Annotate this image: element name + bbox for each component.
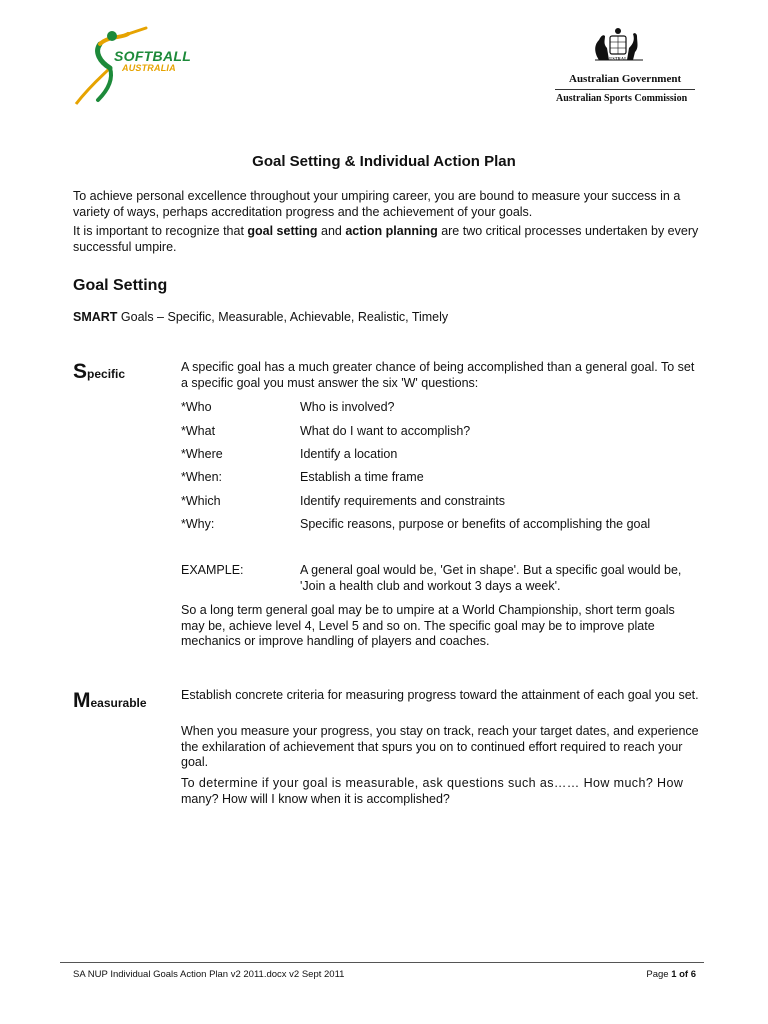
smart-label: SMART <box>73 310 118 324</box>
w-question-row <box>181 470 424 484</box>
measurable-term <box>73 689 147 713</box>
w-question-row <box>181 400 395 414</box>
intro-paragraph-1: To achieve personal excellence throughout your umpiring career, you are bound to measure your success in a variety of ways, perhaps accreditation progress and the achievement of your goals. <box>73 189 681 219</box>
w-question-value: Identify a location <box>300 447 398 461</box>
intro-text: It is important to recognize that <box>73 224 248 238</box>
w-question-value: Establish a time frame <box>300 470 424 484</box>
gov-agency: Australian Sports Commission <box>556 93 688 104</box>
measurable-paragraph-3-line-1: To determine if your goal is measurable, ask questions such as…… How much? How <box>181 776 684 790</box>
w-question-row <box>181 424 470 438</box>
footer-divider <box>60 962 704 963</box>
measurable-paragraph-2: When you measure your progress, you stay on track, reach your target dates, and experience the exhilaration of achievement that spurs you on to continued effort required to reach your goal. <box>181 724 699 769</box>
australian-government-logo <box>555 26 700 108</box>
w-question-row <box>181 447 397 461</box>
example-text: A general goal would be, 'Get in shape'. But a specific goal would be, 'Join a health club and workout 3 days a week'. <box>300 563 682 593</box>
section-heading: Goal Setting <box>73 277 168 294</box>
w-question-key: *Which <box>181 494 221 508</box>
measurable-paragraph-3-line-2: many? How will I know when it is accomplished? <box>181 792 450 806</box>
smart-description: Goals – Specific, Measurable, Achievable, Realistic, Timely <box>117 310 449 324</box>
w-question-row <box>181 494 505 508</box>
measurable-big-letter: M <box>73 689 91 712</box>
footer-document-name: SA NUP Individual Goals Action Plan v2 2011.docx v2 Sept 2011 <box>73 969 345 980</box>
w-question-key: *Why: <box>181 517 215 531</box>
softball-australia-logo <box>70 26 210 108</box>
w-question-key: *Where <box>181 447 223 461</box>
w-question-value: What do I want to accomplish? <box>300 424 471 438</box>
intro-paragraph-2 <box>73 224 699 255</box>
example-label: EXAMPLE: <box>181 563 244 577</box>
page-count: 1 of 6 <box>671 969 696 980</box>
crest-label: AUSTRALIA <box>606 56 633 61</box>
page-prefix: Page <box>646 969 672 980</box>
intro-text: and <box>317 224 346 238</box>
logo-text-softball: SOFTBALL <box>114 48 192 64</box>
specific-term <box>73 360 125 384</box>
specific-term-rest: pecific <box>87 367 126 381</box>
intro-text: are two critical processes undertaken by every successful umpire. <box>73 224 699 254</box>
footer-page-number <box>560 969 696 980</box>
intro-bold-action-planning: action planning <box>345 224 438 238</box>
measurable-term-rest: easurable <box>90 696 147 710</box>
w-question-key: *Who <box>181 400 212 414</box>
measurable-paragraph-1: Establish concrete criteria for measuring progress toward the attainment of each goal you set. <box>181 688 699 702</box>
gov-name: Australian Government <box>569 73 682 85</box>
w-question-value: Specific reasons, purpose or benefits of accomplishing the goal <box>300 517 651 531</box>
w-question-row <box>181 517 650 531</box>
w-question-value: Who is involved? <box>300 400 395 414</box>
smart-goals-line <box>73 310 448 324</box>
gov-divider <box>555 89 695 90</box>
w-question-key: *What <box>181 424 216 438</box>
w-question-key: *When: <box>181 470 222 484</box>
specific-followup: So a long term general goal may be to umpire at a World Championship, short term goals may be, achieve level 4, Level 5 and so on. The specific goal may be to improve plate mechanics or improve handling of players and coaches. <box>181 603 675 648</box>
w-question-value: Identify requirements and constraints <box>300 494 505 508</box>
specific-big-letter: S <box>73 360 88 383</box>
document-title: Goal Setting & Individual Action Plan <box>252 153 516 170</box>
logo-text-australia: AUSTRALIA <box>122 63 176 73</box>
intro-bold-goal-setting: goal setting <box>247 224 318 238</box>
specific-intro: A specific goal has a much greater chance of being accomplished than a general goal. To set a specific goal you must answer the six 'W' questions: <box>181 360 695 390</box>
